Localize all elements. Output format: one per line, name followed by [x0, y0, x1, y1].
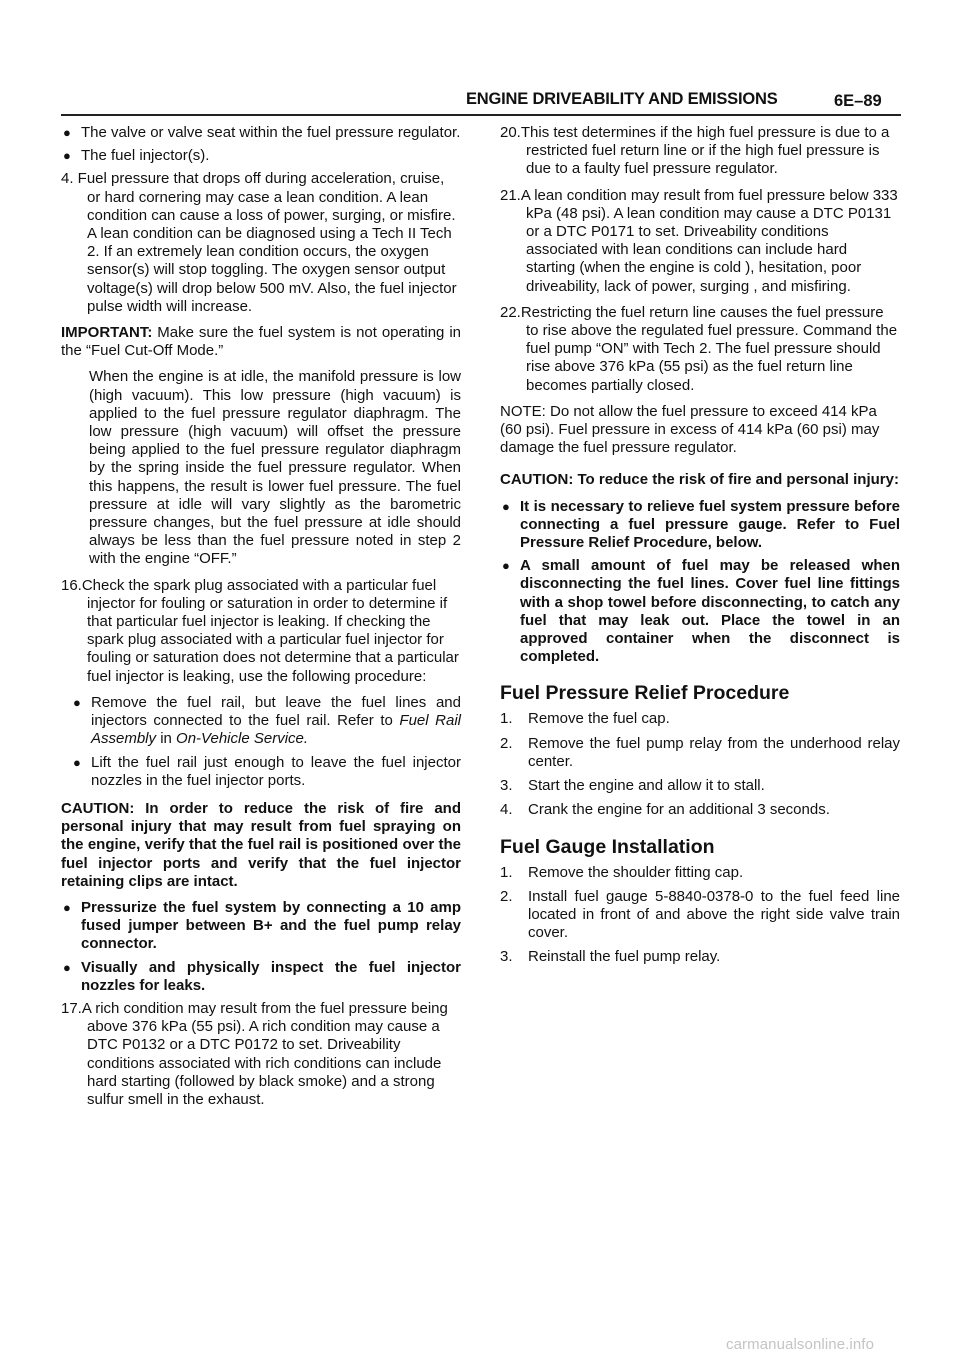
- bullet-icon: ●: [63, 959, 71, 975]
- header-title: ENGINE DRIVEABILITY AND EMISSIONS: [466, 90, 778, 108]
- watermark: carmanualsonline.info: [726, 1336, 875, 1353]
- bullet-icon: ●: [63, 148, 71, 164]
- bullet-item: [61, 899, 461, 954]
- step-text: Remove the shoulder fitting cap.: [528, 863, 744, 881]
- step-number: 3.: [500, 948, 513, 966]
- step-text: Crank the engine for an additional 3 seconds.: [528, 801, 830, 819]
- step-number: 2.: [500, 887, 513, 905]
- list-item: [500, 777, 900, 795]
- step-text: Remove the fuel pump relay from the underhood relay center.: [528, 734, 900, 770]
- bullet-icon: ●: [502, 498, 510, 514]
- important-text: Make sure the fuel system is not operating in the “Fuel Cut-Off Mode.”: [61, 324, 461, 360]
- step-22-text: 22.Restricting the fuel return line causes the fuel pressure to rise above the regulated fuel pressure. Command the fuel pump “ON” with Tech 2. The fuel pressure should rise above 376 kPa (55 psi) as the fuel return line becomes partially closed.: [500, 303, 898, 394]
- bullet-icon: ●: [502, 558, 510, 574]
- list-item: [500, 710, 900, 728]
- note-paragraph: NOTE: Do not allow the fuel pressure to exceed 414 kPa (60 psi). Fuel pressure in excess of 414 kPa (60 psi) may damage the fuel pressure regulator.: [500, 402, 880, 457]
- step-text: Install fuel gauge 5-8840-0378-0 to the fuel feed line located in front of and above the right side valve train cover.: [528, 887, 900, 942]
- bullet-item: [500, 557, 900, 666]
- bullet-icon: ●: [63, 125, 71, 140]
- bullet-icon: ●: [73, 694, 81, 710]
- step-17-text: 17.A rich condition may result from the fuel pressure being above 376 kPa (55 psi). A rich condition may cause a DTC P0132 or a DTC P0172 to set. Driveability conditions associated with rich conditions can include hard starting (followed by black smoke) and a strong sulfur smell in the exhaust.: [61, 999, 448, 1108]
- bullet-text: The fuel injector(s).: [81, 147, 210, 165]
- step-number: 1.: [500, 863, 513, 881]
- idle-pressure-paragraph: When the engine is at idle, the manifold pressure is low (high vacuum). This low pressure (high vacuum) is applied to the fuel pressure regulator diaphragm. The low pressure (high vacuum) will offset the pressure being applied to the fuel pressure regulator diaphragm by the spring inside the fuel pressure regulator. When this happens, the result is lower fuel pressure. The fuel pressure at idle will vary slightly as the barometric pressure changes, but the fuel pressure at idle should always be less than the fuel pressure noted in step 2 with the engine “OFF.”: [89, 368, 461, 568]
- reference-link: Fuel Rail Assembly: [91, 712, 461, 748]
- bullet-item: [71, 694, 461, 749]
- step-number: 2.: [500, 734, 513, 752]
- bullet-text: Pressurize the fuel system by connecting a 10 amp fused jumper between B+ and the fuel pump relay connector.: [81, 898, 461, 953]
- step-number: 1.: [500, 710, 513, 728]
- step-4-text: 4. Fuel pressure that drops off during acceleration, cruise, or hard cornering may case a lean condition. A lean condition can cause a loss of power, surging, or misfire. A lean condition can be diagnosed using a Tech II Tech 2. If an extremely lean condition occurs, the oxygen sensor(s) will stop toggling. The oxygen sensor output voltage(s) will drop below 500 mV. Also, the fuel injector pulse width will increase.: [61, 170, 457, 315]
- bullet-text: It is necessary to relieve fuel system pressure before connecting a fuel pressure gauge. Refer to Fuel Pressure Relief Procedure, below.: [520, 497, 900, 552]
- bullet-item: [61, 124, 461, 142]
- gauge-steps-list: [500, 864, 900, 967]
- page-number: 6E–89: [834, 92, 882, 110]
- important-label: IMPORTANT:: [61, 324, 153, 342]
- bullet-item: [61, 959, 461, 995]
- bullet-text: Visually and physically inspect the fuel injector nozzles for leaks.: [81, 958, 461, 994]
- step-20-text: 20.This test determines if the high fuel pressure is due to a restricted fuel return line or if the high fuel pressure is due to a faulty fuel pressure regulator.: [500, 124, 890, 178]
- bullet-text: Remove the fuel rail, but leave the fuel lines and injectors connected to the fuel rail. Refer to: [91, 693, 461, 730]
- step-21-text: 21.A lean condition may result from fuel pressure below 333 kPa (48 psi). A lean condition may cause a DTC P0131 or a DTC P0171 to set. Driveability conditions associated with lean conditions can include hard starting (when the engine is cold ), hesitation, poor driveability, lack of power, surging , and misfiring.: [500, 186, 898, 295]
- list-item: [500, 735, 900, 771]
- caution-fuel-spray: CAUTION: In order to reduce the risk of fire and personal injury that may result from fuel spraying on the engine, verify that the fuel rail is positioned over the fuel injector ports and verify that the fuel injector retaining clips are intact.: [61, 799, 461, 890]
- list-item: [500, 948, 900, 966]
- list-item: [500, 864, 900, 882]
- step-text: Reinstall the fuel pump relay.: [528, 948, 721, 966]
- caution-heading: CAUTION: To reduce the risk of fire and personal injury:: [500, 471, 899, 489]
- step-number: 4.: [500, 801, 513, 819]
- reference-link: On-Vehicle Service.: [176, 730, 309, 748]
- bullet-text: in: [156, 730, 177, 748]
- bullet-text: The valve or valve seat within the fuel pressure regulator.: [81, 124, 461, 141]
- step-16-text: 16.Check the spark plug associated with a particular fuel injector for fouling or saturation in order to determine if that particular fuel injector is leaking. If checking the spark plug associated with a particular fuel injector for fouling or saturation does not determine that a particular fuel injector is leaking, use the following procedure:: [61, 576, 459, 685]
- bullet-item: [61, 147, 461, 165]
- bullet-text: Lift the fuel rail just enough to leave the fuel injector nozzles in the fuel injector ports.: [91, 753, 461, 789]
- left-column: [61, 124, 461, 1117]
- list-item: [500, 888, 900, 943]
- important-note: [61, 324, 461, 360]
- list-item: [500, 801, 900, 819]
- step-text: Start the engine and allow it to stall.: [528, 777, 765, 795]
- bullet-icon: ●: [63, 899, 71, 915]
- step-text: Remove the fuel cap.: [528, 710, 670, 728]
- bullet-item: [500, 498, 900, 553]
- bullet-item: [71, 754, 461, 790]
- bullet-icon: ●: [73, 754, 81, 770]
- right-column: [500, 124, 900, 973]
- section-heading-relief: Fuel Pressure Relief Procedure: [500, 682, 790, 705]
- relief-steps-list: [500, 710, 900, 819]
- bullet-text: A small amount of fuel may be released when disconnecting the fuel lines. Cover fuel line fittings with a shop towel before disconnecting, to catch any fuel that may leak out. Place the towel in an approved container when the disconnect is completed.: [520, 557, 900, 666]
- header-rule: [61, 114, 901, 116]
- step-number: 3.: [500, 777, 513, 795]
- section-heading-gauge: Fuel Gauge Installation: [500, 835, 715, 858]
